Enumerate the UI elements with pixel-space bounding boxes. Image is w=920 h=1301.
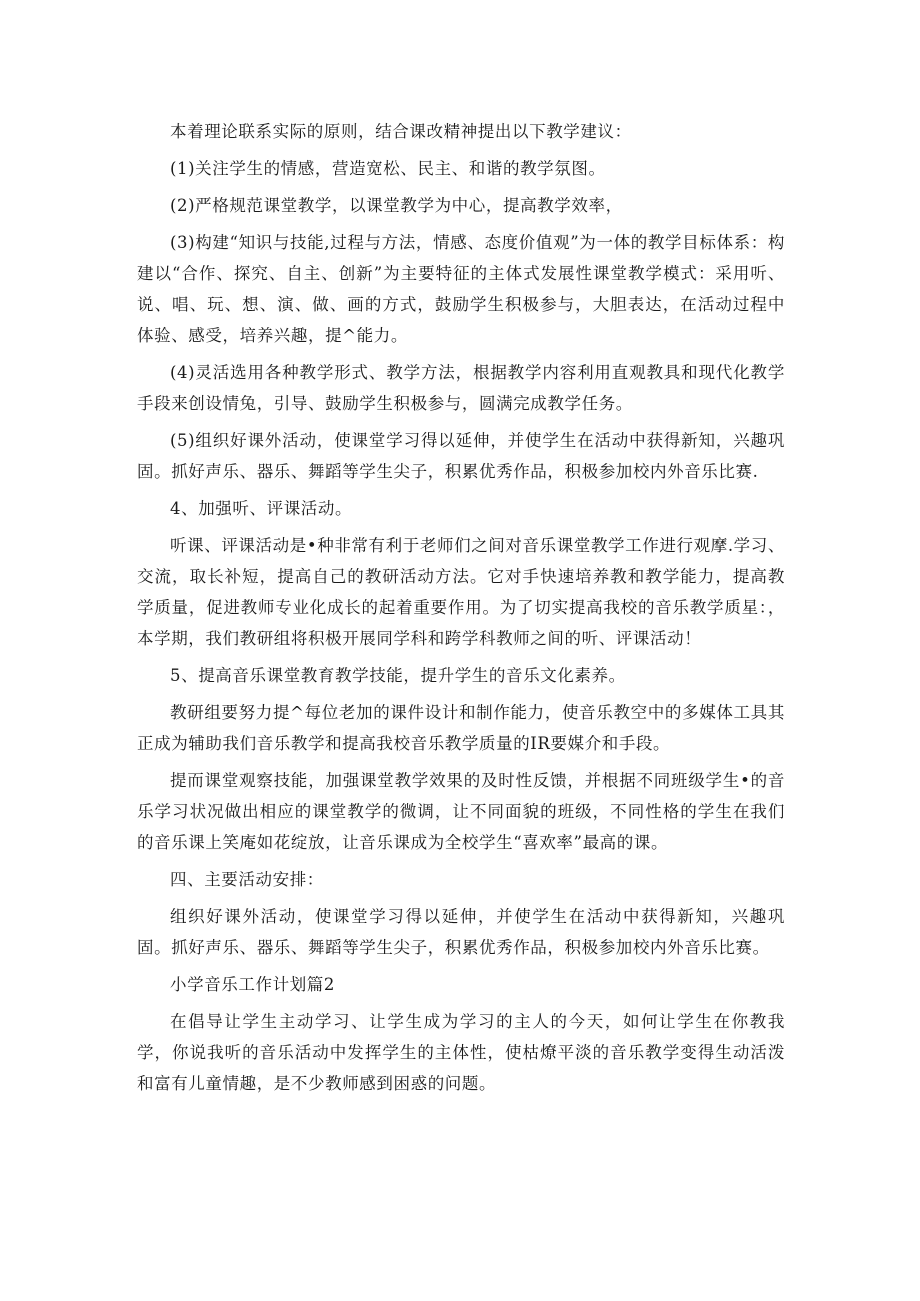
paragraph-teaching-principle: 本着理论联系实际的原则，结合课改精神提出以下教学建议： — [170, 122, 632, 141]
heading-section-5: 5、提高音乐课堂教育教学技能，提升学生的音乐文化素养。 — [170, 666, 626, 685]
paragraph-courseware-ability: 教研组要努力提^每位老加的课件设计和制作能力，使音乐教空中的多媒体工具其正成为辅助我们音乐教学和提高我校音乐教学质量的IR要媒介和手段。 — [137, 703, 785, 753]
paragraph-plan-2-intro: 在倡导让学生主动学习、让学生成为学习的主人的今天，如何让学生在你教我学，你说我听的音乐活动中发挥学生的主体性，使枯燎平淡的音乐教学变得生动活泼和富有儿童情趣，是不少教师感到困惑的问题。 — [137, 1012, 785, 1093]
paragraph-suggestion-3: (3)构建“知识与技能,过程与方法，情感、态度价值观”为一体的教学目标体系：构建以“合作、探究、自主、创新”为主要特征的主体式发展性课堂教学模式：采用听、说、唱、玩、想、演、做、画的方式，鼓励学生积极参与，大胆表达，在活动过程中体验、感受，培养兴趣，提^能力。 — [137, 233, 785, 345]
paragraph-lesson-observation: 听课、评课活动是•种非常有利于老师们之间对音乐课堂教学工作进行观摩.学习、交流，取长补短，提高自己的教研活动方法。它对手快速培养教和教学能力，提高教学质量，促进教师专业化成长的起着重要作用。为了切实提高我校的音乐教学质星：，本学期，我们教研组将积极开展同学科和跨学科教师之间的听、评课活动！ — [137, 536, 785, 648]
heading-main-activities: 四、主要活动安排： — [170, 870, 324, 889]
paragraph-suggestion-2: (2)严格规范课堂教学，以课堂教学为中心，提高教学效率， — [170, 196, 623, 215]
paragraph-observation-skills: 提而课堂观察技能，加强课堂教学效果的及时性反馈，并根据不同班级学生•的音乐学习状况做出相应的课堂教学的微调，让不同面貌的班级，不同性格的学生在我们的音乐课上笑庵如花绽放，让音乐课成为全校学生“喜欢率”最高的课。 — [137, 771, 785, 852]
heading-section-4: 4、加强听、评课活动。 — [170, 499, 353, 518]
document-page — [137, 116, 785, 1099]
paragraph-suggestion-4: (4)灵活选用各种教学形式、教学方法，根据教学内容利用直观教具和现代化教学手段来创设情兔，引导、鼓励学生积极参与，圆满完成教学任务。 — [137, 363, 785, 413]
paragraph-suggestion-5: (5)组织好课外活动，使课堂学习得以延伸，并使学生在活动中获得新知，兴趣巩固。抓好声乐、器乐、舞蹈等学生尖子，积累优秀作品，积极参加校内外音乐比赛. — [137, 431, 785, 481]
heading-plan-2: 小学音乐工作计划篇2 — [170, 975, 335, 994]
paragraph-extracurricular: 组织好课外活动，使课堂学习得以延伸，并使学生在活动中获得新知，兴趣巩固。抓好声乐、器乐、舞蹈等学生尖子，积累优秀作品，积极参加校内外音乐比赛。 — [137, 907, 785, 957]
paragraph-suggestion-1: (1)关注学生的情感，营造宽松、民主、和谐的教学氛图。 — [170, 159, 606, 178]
